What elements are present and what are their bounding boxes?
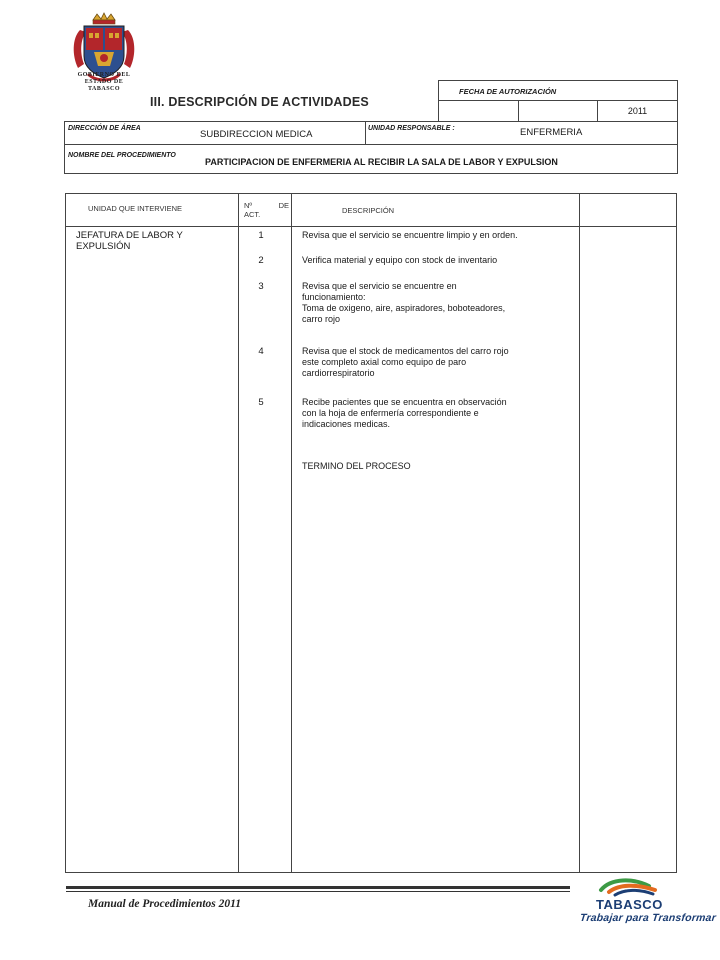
activity-description xyxy=(302,281,563,325)
header-number-part: ACT. xyxy=(244,210,261,219)
header-description: DESCRIPCIÓN xyxy=(342,206,395,215)
header-number-part: Nº xyxy=(244,201,253,210)
footer-rule xyxy=(66,891,570,892)
activity-number: 5 xyxy=(258,397,264,408)
description-line: funcionamiento: xyxy=(302,292,366,302)
manual-title: Manual de Procedimientos 2011 xyxy=(88,898,242,910)
header-divider xyxy=(66,226,676,227)
area-band xyxy=(64,121,678,145)
crest-line: TABASCO xyxy=(87,86,121,92)
description-line: Revisa que el stock de medicamentos del carro rojo xyxy=(302,346,509,356)
procedure-name: PARTICIPACION DE ENFERMERIA AL RECIBIR LA SALA DE LABOR Y EXPULSION xyxy=(205,157,558,167)
activity-description xyxy=(302,230,563,241)
responsible-unit-label: UNIDAD RESPONSABLE : xyxy=(368,125,455,132)
authorization-date-row xyxy=(438,100,678,122)
activity-description xyxy=(302,346,563,379)
column-divider xyxy=(579,194,580,872)
authorization-date-box xyxy=(438,80,678,122)
description-line: Toma de oxigeno, aire, aspiradores, boboteadores, xyxy=(302,303,506,313)
activity-description xyxy=(302,397,563,430)
procedure-band xyxy=(64,144,678,174)
activity-number: 1 xyxy=(258,230,264,241)
intervening-unit xyxy=(76,230,236,252)
description-line: cardiorrespiratorio xyxy=(302,368,375,378)
activity-description xyxy=(302,255,563,266)
brand-name: TABASCO xyxy=(596,897,663,912)
section-title: III. DESCRIPCIÓN DE ACTIVIDADES xyxy=(150,95,369,109)
crest-line: ESTADO DE xyxy=(84,79,124,85)
crest-line: GOBIERNO DEL xyxy=(77,72,131,78)
footer-rule xyxy=(66,886,570,889)
procedure-label: NOMBRE DEL PROCEDIMIENTO xyxy=(68,152,176,159)
authorization-label-cell xyxy=(438,80,678,101)
coat-of-arms-caption xyxy=(64,72,144,93)
description-line: Verifica material y equipo con stock de inventario xyxy=(302,255,498,265)
column-divider xyxy=(291,194,292,872)
authorization-label: FECHA DE AUTORIZACIÓN xyxy=(459,87,557,96)
description-line: este completo axial como equipo de paro xyxy=(302,357,467,367)
activity-number: 4 xyxy=(258,346,264,357)
band-divider xyxy=(365,122,366,144)
responsible-unit-value: ENFERMERIA xyxy=(520,127,583,138)
area-label: DIRECCIÓN DE ÁREA xyxy=(68,125,141,132)
activity-number: 3 xyxy=(258,281,264,292)
description-line: carro rojo xyxy=(302,314,341,324)
brand-tagline: Trabajar para Transformar xyxy=(579,912,717,924)
unit-line: JEFATURA DE LABOR Y xyxy=(76,230,183,241)
authorization-day xyxy=(438,100,519,122)
authorization-month xyxy=(518,100,598,122)
authorization-year: 2011 xyxy=(597,100,678,122)
column-divider xyxy=(238,194,239,872)
description-line: con la hoja de enfermería correspondiente e xyxy=(302,408,479,418)
area-value: SUBDIRECCION MEDICA xyxy=(200,129,313,140)
activities-table xyxy=(65,193,677,873)
description-line: Revisa que el servicio se encuentre limpio y en orden. xyxy=(302,230,518,240)
header-activity-number xyxy=(244,201,289,219)
description-line: indicaciones medicas. xyxy=(302,419,391,429)
activity-number: 2 xyxy=(258,255,264,266)
description-line: Recibe pacientes que se encuentra en observación xyxy=(302,397,507,407)
header-unit: UNIDAD QUE INTERVIENE xyxy=(88,204,183,213)
description-line: Revisa que el servicio se encuentre en xyxy=(302,281,457,291)
unit-line: EXPULSIÓN xyxy=(76,241,131,252)
header-number-part: DE xyxy=(278,201,289,210)
end-of-process: TERMINO DEL PROCESO xyxy=(302,461,411,471)
